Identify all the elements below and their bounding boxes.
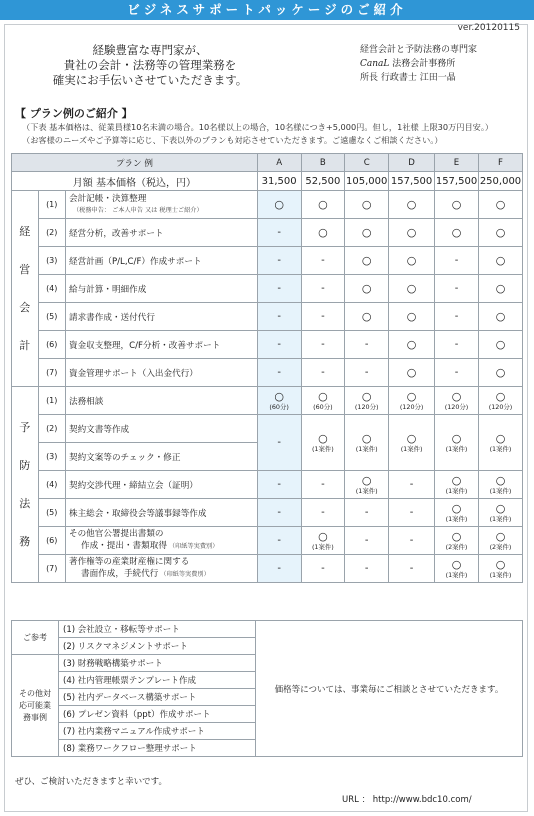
row-number: (4) [38,471,65,499]
dash-mark: - [409,479,414,490]
dash-mark: - [277,283,281,294]
circle-mark: ○ [451,501,462,515]
service-text2: 書面作成，手続代行 [80,569,159,579]
dash-mark: - [321,255,325,266]
plan-cell [389,247,435,275]
dash-mark: - [409,563,414,574]
circle-mark: ○ [361,253,372,267]
plan-cell [478,471,522,499]
section-title: 【 プラン例のご紹介 】 [15,107,133,120]
service-name: 契約文案等のチェック・修正 [65,443,257,471]
dash-mark: - [321,367,325,378]
row-number: (3) [38,247,65,275]
circle-mark: ○ [406,389,417,403]
plan-cell [301,555,345,583]
case-note: (120分) [354,402,379,411]
case-note: (2案件) [445,542,468,551]
dash-mark: - [277,507,281,518]
intro-line: 貴社の会計・法務等の管理業務を [63,58,237,72]
price-row [12,172,523,191]
circle-mark: ○ [361,281,372,295]
row-number: (4) [38,275,65,303]
plan-cell [301,247,345,275]
dash-mark: - [321,311,325,322]
service-name [65,527,257,555]
plan-cell [345,471,389,499]
circle-mark: ○ [406,337,417,351]
plan-cell [257,275,301,303]
reference-item: (5) 社内データベース構築サポート [59,689,256,706]
category-char: 予 [19,420,31,434]
circle-mark: ○ [495,557,506,571]
plan-cell [257,499,301,527]
case-note: (60分) [269,402,289,411]
plan-cell [389,331,435,359]
plan-cell [435,303,479,331]
plan-cell [435,219,479,247]
circle-mark: ○ [361,389,372,403]
plan-cell [478,191,522,219]
plan-cell [389,219,435,247]
dash-mark: - [277,311,281,322]
intro-line: 経験豊富な専門家が、 [92,43,208,57]
dash-mark: - [454,339,459,350]
dash-mark: - [321,479,325,490]
plan-cell [345,275,389,303]
dash-mark: - [454,283,459,294]
plan-cell [435,415,479,471]
plan-table [11,153,523,583]
plan-cell [345,303,389,331]
plan-cell [301,359,345,387]
circle-mark: ○ [495,309,506,323]
row-number: (2) [38,415,65,443]
plan-cell [389,471,435,499]
price-b: 52,500 [301,172,345,191]
circle-mark: ○ [495,281,506,295]
plan-col-b: B [301,154,345,172]
website-url[interactable]: URL ： http://www.bdc10.com/ [342,795,472,805]
plan-cell [301,471,345,499]
table-row [12,499,523,527]
case-note: (1案件) [355,444,378,453]
service-name: 法務相談 [65,387,257,415]
plan-cell [435,555,479,583]
service-name: 株主総会・取締役会等議事録等作成 [65,499,257,527]
table-row [12,415,523,443]
plan-cell [345,499,389,527]
firm-director: 所長 行政書士 江田一晶 [360,73,456,83]
circle-mark: ○ [361,473,372,487]
plan-header-label: プラン 例 [12,154,258,172]
circle-mark: ○ [406,431,417,445]
circle-mark: ○ [274,197,284,211]
case-note: (1案件) [400,444,423,453]
dash-mark: - [277,437,281,448]
plan-cell [435,471,479,499]
circle-mark: ○ [406,225,417,239]
circle-mark: ○ [318,225,328,239]
circle-mark: ○ [361,197,372,211]
dash-mark: - [321,563,325,574]
dash-mark: - [364,563,369,574]
circle-mark: ○ [495,225,506,239]
plan-cell [389,359,435,387]
case-note: (1案件) [445,570,468,579]
case-note: (1案件) [311,542,334,551]
plan-cell [478,331,522,359]
row-number: (7) [38,359,65,387]
table-row [12,191,523,219]
dash-mark: - [277,535,281,546]
circle-mark: ○ [406,309,417,323]
dash-mark: - [321,507,325,518]
dash-mark: - [409,535,414,546]
firm-info [360,43,510,85]
circle-mark: ○ [451,529,462,543]
circle-mark: ○ [451,557,462,571]
page-banner: ビジネスサポートパッケージのご紹介 [0,0,534,20]
service-name: 経営計画（P/L,C/F）作成サポート [65,247,257,275]
case-note: (1案件) [489,444,512,453]
plan-cell [478,499,522,527]
dash-mark: - [277,367,281,378]
category-char: 会 [19,300,31,314]
plan-header-row [12,154,523,172]
plan-cell [301,303,345,331]
circle-mark: ○ [495,473,506,487]
reference-item: (1) 会社設立・移転等サポート [59,621,256,638]
circle-mark: ○ [451,431,462,445]
plan-col-e: E [435,154,479,172]
case-note: (120分) [444,402,469,411]
plan-cell [345,527,389,555]
plan-cell [345,219,389,247]
circle-mark: ○ [495,337,506,351]
dash-mark: - [277,563,281,574]
reference-note: 価格等については、事業毎にご相談とさせていただきます。 [256,621,523,757]
closing-text: ぜひ、ご検討いただきますと幸いです。 [15,777,167,787]
service-name: 資金管理サポート（入出金代行） [65,359,257,387]
plan-cell [435,191,479,219]
circle-mark: ○ [406,365,417,379]
circle-mark: ○ [361,309,372,323]
dash-mark: - [409,507,414,518]
reference-item: (4) 社内管理帳票テンプレート作成 [59,672,256,689]
dash-mark: - [364,339,369,350]
circle-mark: ○ [495,501,506,515]
table-row [12,331,523,359]
row-number: (6) [38,331,65,359]
version-label: ver.20120115 [457,23,520,33]
circle-mark: ○ [406,253,417,267]
row-number: (3) [38,443,65,471]
service-name: 経営分析，改善サポート [65,219,257,247]
service-subnote: （印紙等実費別） [166,543,219,550]
service-text2: 作成・提出・書類取得 [80,541,167,551]
plan-cell [478,219,522,247]
pricing-note: （お客様のニーズやご予算等に応じ、下表以外のプランも対応させていただきます。ご遠慮なくご相談ください。） [22,135,443,145]
circle-mark: ○ [451,197,462,211]
plan-cell [301,527,345,555]
reference-table [11,620,523,757]
case-note: (120分) [488,402,513,411]
plan-cell [478,247,522,275]
case-note: (1案件) [355,486,378,495]
table-row [12,303,523,331]
service-text: その他官公署提出書類の [68,529,164,539]
reference-item: (8) 業務ワークフロー整理サポート [59,740,256,757]
plan-cell [257,331,301,359]
plan-cell [389,527,435,555]
plan-cell [345,331,389,359]
price-e: 157,500 [435,172,479,191]
category-label [12,387,39,583]
dash-mark: - [364,367,369,378]
reference-item: (3) 財務戦略構築サポート [59,655,256,672]
plan-cell [435,499,479,527]
plan-cell [389,499,435,527]
dash-mark: - [321,283,325,294]
plan-cell [345,555,389,583]
case-note: (120分) [399,402,424,411]
service-text [69,568,257,581]
price-header-label: 月額 基本価格（税込，円） [12,172,258,191]
plan-cell [389,387,435,415]
circle-mark: ○ [495,365,506,379]
plan-cell [257,527,301,555]
service-text [69,540,257,553]
plan-col-c: C [345,154,389,172]
plan-cell [345,387,389,415]
plan-cell [435,387,479,415]
category-char: 防 [19,458,31,472]
row-number: (5) [38,499,65,527]
plan-col-f: F [478,154,522,172]
firm-tagline: 経営会計と予防法務の専門家 [360,45,478,55]
category-char: 営 [19,262,31,276]
service-name: 給与計算・明細作成 [65,275,257,303]
service-name [65,555,257,583]
plan-cell [345,415,389,471]
circle-mark: ○ [495,431,506,445]
plan-cell [435,275,479,303]
case-note: (1案件) [445,514,468,523]
pricing-note: （下表 基本価格は、従業員様10名未満の場合。10名様以上の場合，10名様につき+5,000円。但し，1社様 上限30万円目安。） [22,122,494,132]
plan-cell [478,415,522,471]
circle-mark: ○ [318,197,328,211]
service-name: 資金収支整理，C/F分析・改善サポート [65,331,257,359]
circle-mark: ○ [318,431,328,445]
plan-cell [478,359,522,387]
plan-cell [301,275,345,303]
reference-item: (7) 社内業務マニュアル作成サポート [59,723,256,740]
service-name [65,191,257,219]
plan-cell [345,359,389,387]
plan-cell [257,415,301,471]
plan-cell [301,499,345,527]
plan-cell [478,555,522,583]
plan-cell [257,191,301,219]
table-row [12,471,523,499]
plan-cell [435,359,479,387]
circle-mark: ○ [495,197,506,211]
price-d: 157,500 [389,172,435,191]
plan-cell [301,387,345,415]
table-row [12,527,523,555]
reference-item: (6) プレゼン資料（ppt）作成サポート [59,706,256,723]
dash-mark: - [321,339,325,350]
dash-mark: - [277,339,281,350]
circle-mark: ○ [495,253,506,267]
category-char: 経 [19,224,31,238]
price-c: 105,000 [345,172,389,191]
firm-brand: CanaL [360,59,390,69]
table-row [12,247,523,275]
circle-mark: ○ [318,389,328,403]
plan-cell [435,247,479,275]
intro-text [30,43,270,88]
service-subnote: （印紙等実費別） [158,571,210,578]
plan-cell [257,247,301,275]
row-number: (2) [38,219,65,247]
row-number: (6) [38,527,65,555]
plan-cell [389,191,435,219]
intro-line: 確実にお手伝いさせていただきます。 [52,73,248,87]
circle-mark: ○ [451,225,462,239]
plan-cell [301,219,345,247]
service-text: 著作権等の産業財産権に関する [68,557,190,567]
row-number: (7) [38,555,65,583]
plan-cell [257,555,301,583]
table-row [12,387,523,415]
plan-cell [389,555,435,583]
plan-cell [478,527,522,555]
plan-col-d: D [389,154,435,172]
plan-cell [345,191,389,219]
reference-label-bottom: その他対応可能業務事例 [12,655,59,757]
circle-mark: ○ [495,389,506,403]
row-number: (5) [38,303,65,331]
reference-item: (2) リスクマネジメントサポート [59,638,256,655]
circle-mark: ○ [451,473,462,487]
row-number: (1) [38,191,65,219]
plan-cell [478,387,522,415]
firm-name-suffix: 法務会計事務所 [389,59,456,69]
case-note: (1案件) [489,514,512,523]
circle-mark: ○ [451,389,462,403]
case-note: (1案件) [445,444,468,453]
plan-cell [389,303,435,331]
category-label [12,191,39,387]
plan-cell [435,331,479,359]
reference-label-top: ご参考 [12,621,59,655]
price-a: 31,500 [257,172,301,191]
row-number: (1) [38,387,65,415]
plan-cell [301,415,345,471]
case-note: (1案件) [445,486,468,495]
circle-mark: ○ [318,529,328,543]
case-note: (1案件) [311,444,334,453]
circle-mark: ○ [361,225,372,239]
plan-cell [345,247,389,275]
plan-cell [257,387,301,415]
dash-mark: - [364,535,369,546]
plan-cell [478,275,522,303]
plan-cell [301,331,345,359]
circle-mark: ○ [361,431,372,445]
category-char: 務 [19,534,31,548]
case-note: (1案件) [489,570,512,579]
dash-mark: - [454,311,459,322]
circle-mark: ○ [406,197,417,211]
dash-mark: - [277,227,281,238]
firm-name [360,57,510,71]
category-char: 計 [19,338,31,352]
plan-cell [435,527,479,555]
dash-mark: - [277,255,281,266]
plan-cell [257,303,301,331]
plan-cell [478,303,522,331]
circle-mark: ○ [274,389,284,403]
table-row [12,359,523,387]
plan-cell [257,359,301,387]
plan-col-a: A [257,154,301,172]
case-note: (2案件) [489,542,512,551]
case-note: (60分) [313,402,333,411]
table-row [12,275,523,303]
circle-mark: ○ [406,281,417,295]
circle-mark: ○ [495,529,506,543]
dash-mark: - [454,255,459,266]
case-note: (1案件) [489,486,512,495]
price-f: 250,000 [478,172,522,191]
service-subnote: （税務申告： ご本人申告 又は 税理士ご紹介） [72,206,203,214]
plan-cell [389,415,435,471]
plan-cell [389,275,435,303]
table-row [12,555,523,583]
service-name: 契約交渉代理・締結立会（証明） [65,471,257,499]
plan-cell [257,219,301,247]
service-text: 会計記帳・決算整理 [68,193,147,204]
service-name: 契約文書等作成 [65,415,257,443]
service-name: 請求書作成・送付代行 [65,303,257,331]
dash-mark: - [364,507,369,518]
plan-cell [257,471,301,499]
table-row [12,219,523,247]
dash-mark: - [454,367,459,378]
dash-mark: - [277,479,281,490]
category-char: 法 [19,496,31,510]
plan-cell [301,191,345,219]
